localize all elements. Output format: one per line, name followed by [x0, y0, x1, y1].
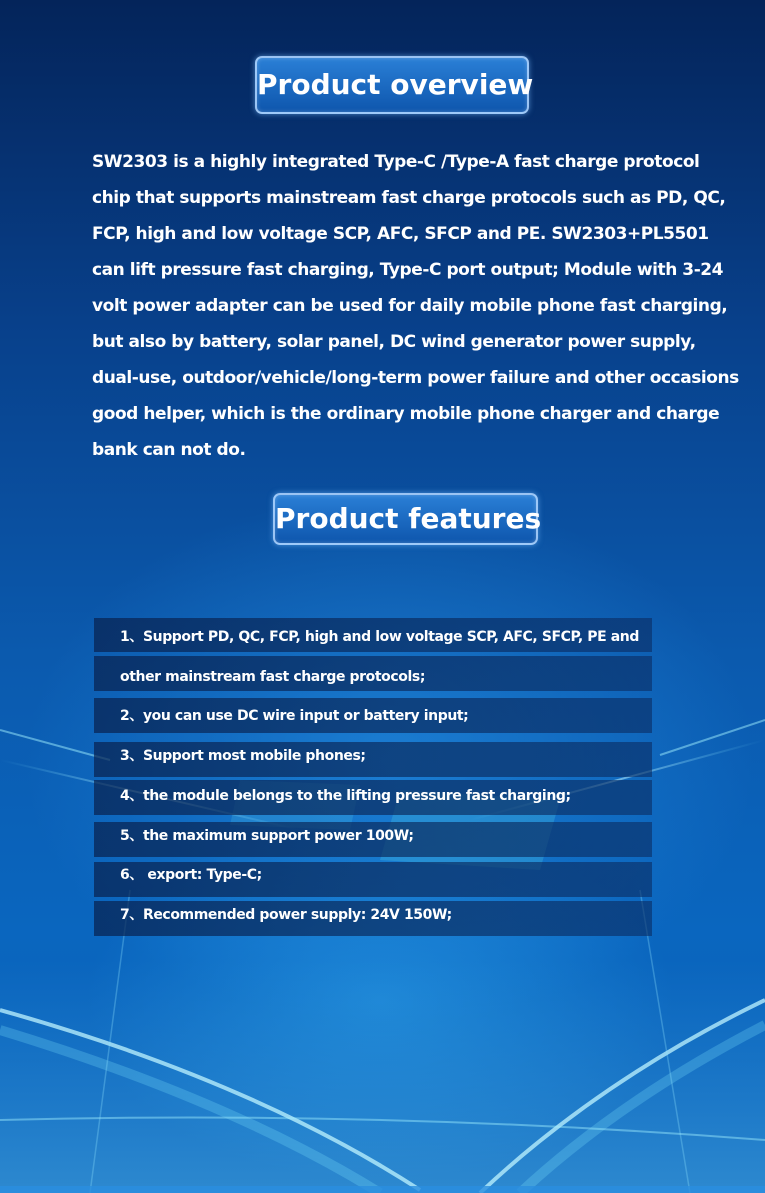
features-title: Product features [273, 493, 538, 545]
feature-item-1-part2 [94, 656, 652, 691]
feature-item-4 [94, 780, 652, 815]
feature-item-7 [94, 901, 652, 936]
feature-item-1-line1: 1、Support PD, QC, FCP, high and low voltage SCP, AFC, SFCP, PE and [120, 629, 639, 645]
feature-item-2-label: 2、you can use DC wire input or battery input; [120, 708, 469, 724]
feature-item-7-label: 7、Recommended power supply: 24V 150W; [120, 907, 452, 923]
feature-item-2 [94, 698, 652, 733]
feature-item-1-line2: other mainstream fast charge protocols; [120, 669, 426, 685]
overview-title: Product overview [255, 56, 529, 114]
feature-item-5 [94, 822, 652, 857]
feature-item-6-label: 6、 export: Type-C; [120, 867, 262, 883]
overview-text: SW2303 is a highly integrated Type-C /Type-A fast charge protocol chip that supports mainstream fast charge protocols such as PD, QC, FCP, high and low voltage SCP, AFC, SFCP and PE. SW2303+PL5501 can lift pressure fast charging, Type-C port output; Module with 3-24 volt power adapter can be used for daily mobile phone fast charging, but also by battery, solar panel, DC wind generator power supply, dual-use, outdoor/vehicle/long-term power failure and other occasions good helper, which is the ordinary mobile phone charger and charge bank can not do. [92, 152, 739, 460]
feature-item-6 [94, 862, 652, 897]
feature-item-3 [94, 742, 652, 777]
feature-item-3-label: 3、Support most mobile phones; [120, 748, 366, 764]
feature-item-4-label: 4、the module belongs to the lifting pressure fast charging; [120, 788, 571, 804]
feature-item-5-label: 5、the maximum support power 100W; [120, 828, 414, 844]
feature-item-1-part1 [94, 618, 652, 652]
